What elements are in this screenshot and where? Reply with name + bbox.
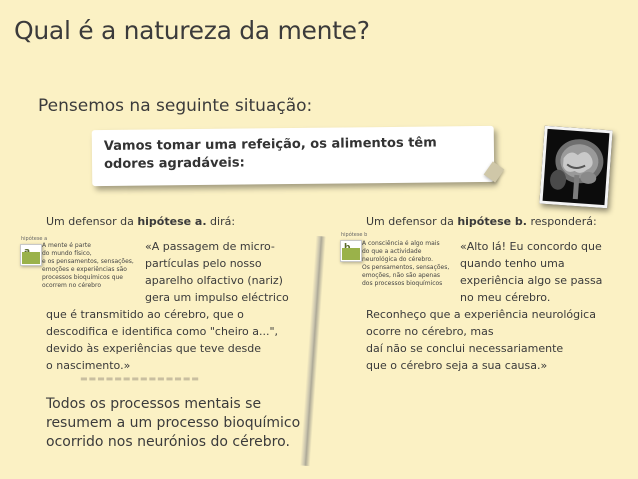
quote-line: experiência algo se passa [460, 274, 603, 287]
hypothesis-a-quote-end [46, 306, 316, 374]
quote-line: que o cérebro seja a sua causa.» [366, 359, 548, 372]
quote-line: o nascimento.» [46, 359, 131, 372]
note-line: A mente é parte [42, 242, 91, 249]
hypothesis-a-intro-suffix: dirá: [206, 215, 236, 228]
hypothesis-a-label: hipótese a. [137, 215, 207, 228]
faded-decoration: ▬▬▬▬▬▬▬▬▬▬▬▬▬▬ [80, 374, 200, 383]
quote-line: «A passagem de micro- [145, 240, 275, 253]
hypothesis-a-card-label: hipótese a [21, 236, 48, 242]
quote-line: aparelho olfactivo (nariz) [145, 274, 283, 287]
hypothesis-b-note [362, 240, 460, 288]
note-line: processos bioquímicos que [42, 274, 124, 281]
hypothesis-b-card-icon [340, 232, 368, 262]
hypothesis-a-card-icon [20, 236, 48, 266]
quote-line: no meu cérebro. [460, 291, 551, 304]
note-line: e os pensamentos, sensações, [42, 258, 134, 265]
brain-scan-graphic [543, 129, 610, 205]
hypothesis-a-intro-prefix: Um defensor da [46, 215, 138, 228]
note-line: dos processos bioquímicos [362, 280, 443, 287]
quote-line: partículas pelo nosso [145, 257, 262, 270]
hypothesis-a-note [42, 242, 138, 290]
note-line: A consciência é algo mais [362, 240, 440, 247]
hypothesis-b-card-label: hipótese b [341, 232, 368, 238]
hypothesis-a-intro [46, 214, 235, 230]
note-line: emoções, não são apenas [362, 272, 441, 279]
hypothesis-b-card-accent [342, 248, 360, 260]
quote-line: daí não se conclui necessariamente [366, 342, 564, 355]
slide-title: Qual é a natureza da mente? [14, 16, 370, 45]
note-line: neurológica do cérebro. [362, 256, 434, 263]
quote-line: quando tenho uma [460, 257, 565, 270]
hypothesis-a-card-accent [22, 252, 40, 264]
brain-mri-image [539, 126, 612, 209]
hypothesis-b-label: hipótese b. [457, 215, 527, 228]
note-line: emoções e experiências são [42, 266, 127, 273]
quote-line: «Alto lá! Eu concordo que [460, 240, 602, 253]
note-line: Os pensamentos, sensações, [362, 264, 450, 271]
scenario-banner-text: Vamos tomar uma refeição, os alimentos têm odores agradáveis: [103, 135, 437, 172]
scenario-banner [92, 126, 495, 186]
hypothesis-b-intro-suffix: responderá: [526, 215, 597, 228]
quote-line: ocorre no cérebro, mas [366, 325, 494, 338]
note-line: do mundo físico, [42, 250, 92, 257]
hypothesis-b-quote-start [460, 238, 620, 306]
note-line: ocorrem no cérebro [42, 282, 101, 289]
hypothesis-a-summary: Todos os processos mentais se resumem a um processo bioquímico ocorrido nos neurónios do cérebro. [46, 396, 301, 450]
quote-line: que é transmitido ao cérebro, que o [46, 308, 244, 321]
quote-line: gera um impulso eléctrico [145, 291, 289, 304]
quote-line: descodifica e identifica como "cheiro a...", [46, 325, 279, 338]
hypothesis-a-quote-start [145, 238, 295, 306]
hypothesis-b-quote-end [366, 306, 636, 374]
quote-line: devido às experiências que teve desde [46, 342, 262, 355]
slide-subtitle: Pensemos na seguinte situação: [38, 96, 313, 116]
note-line: do que a actividade [362, 248, 422, 255]
hypothesis-b-intro-prefix: Um defensor da [366, 215, 458, 228]
quote-line: Reconheço que a experiência neurológica [366, 308, 596, 321]
hypothesis-b-intro [366, 214, 597, 230]
